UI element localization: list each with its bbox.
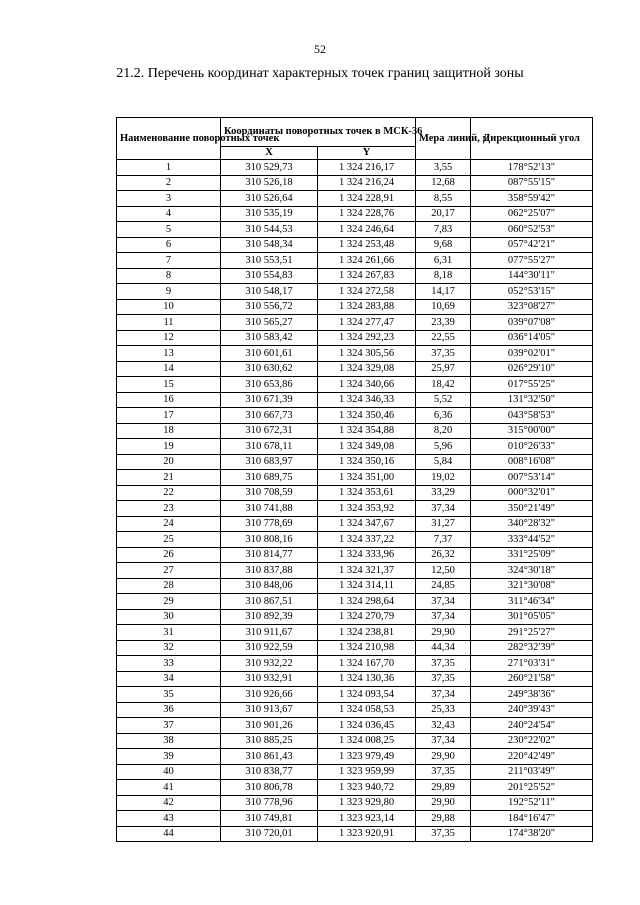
table-row: [117, 547, 593, 563]
cell-point: 12: [117, 330, 221, 346]
table-row: [117, 594, 593, 610]
cell-point: 5: [117, 222, 221, 238]
cell-x: 310 526,18: [221, 175, 318, 191]
cell-y: 1 323 959,99: [318, 764, 416, 780]
cell-angle: 291°25'27": [471, 625, 593, 641]
cell-length: 26,32: [416, 547, 471, 563]
cell-y: 1 324 270,79: [318, 609, 416, 625]
cell-x: 310 808,16: [221, 532, 318, 548]
cell-x: 310 583,42: [221, 330, 318, 346]
cell-point: 33: [117, 656, 221, 672]
cell-angle: 311°46'34": [471, 594, 593, 610]
cell-x: 310 554,83: [221, 268, 318, 284]
cell-length: 37,35: [416, 826, 471, 842]
cell-y: 1 324 216,17: [318, 160, 416, 176]
header-point-name: Наименование поворотных точек: [117, 118, 221, 160]
cell-angle: 039°02'01": [471, 346, 593, 362]
cell-y: 1 323 940,72: [318, 780, 416, 796]
table-row: [117, 764, 593, 780]
cell-angle: 350°21'49": [471, 501, 593, 517]
cell-x: 310 672,31: [221, 423, 318, 439]
cell-x: 310 861,43: [221, 749, 318, 765]
document-title: 21.2. Перечень координат характерных точек границ защитной зоны: [116, 66, 524, 81]
cell-x: 310 922,59: [221, 640, 318, 656]
cell-angle: 077°55'27": [471, 253, 593, 269]
cell-point: 22: [117, 485, 221, 501]
table-row: [117, 423, 593, 439]
cell-y: 1 324 210,98: [318, 640, 416, 656]
cell-y: 1 323 929,80: [318, 795, 416, 811]
table-row: [117, 578, 593, 594]
cell-angle: 036°14'05": [471, 330, 593, 346]
table-row: [117, 222, 593, 238]
cell-length: 37,34: [416, 687, 471, 703]
cell-angle: 008°16'08": [471, 454, 593, 470]
cell-y: 1 324 333,96: [318, 547, 416, 563]
cell-y: 1 324 261,66: [318, 253, 416, 269]
cell-y: 1 324 246,64: [318, 222, 416, 238]
cell-x: 310 535,19: [221, 206, 318, 222]
cell-y: 1 324 347,67: [318, 516, 416, 532]
cell-x: 310 601,61: [221, 346, 318, 362]
cell-x: 310 630,62: [221, 361, 318, 377]
cell-y: 1 324 337,22: [318, 532, 416, 548]
cell-point: 20: [117, 454, 221, 470]
cell-y: 1 323 923,14: [318, 811, 416, 827]
cell-length: 44,34: [416, 640, 471, 656]
cell-y: 1 324 329,08: [318, 361, 416, 377]
cell-angle: 039°07'08": [471, 315, 593, 331]
cell-point: 35: [117, 687, 221, 703]
cell-x: 310 901,26: [221, 718, 318, 734]
cell-point: 36: [117, 702, 221, 718]
cell-length: 8,55: [416, 191, 471, 207]
table-row: [117, 253, 593, 269]
cell-x: 310 913,67: [221, 702, 318, 718]
cell-y: 1 323 920,91: [318, 826, 416, 842]
cell-point: 14: [117, 361, 221, 377]
cell-point: 19: [117, 439, 221, 455]
cell-point: 39: [117, 749, 221, 765]
cell-angle: 174°38'20": [471, 826, 593, 842]
cell-x: 310 556,72: [221, 299, 318, 315]
header-y: Y: [318, 147, 416, 160]
cell-angle: 333°44'52": [471, 532, 593, 548]
cell-angle: 192°52'11": [471, 795, 593, 811]
cell-x: 310 653,86: [221, 377, 318, 393]
table-row: [117, 470, 593, 486]
cell-angle: 026°29'10": [471, 361, 593, 377]
cell-angle: 220°42'49": [471, 749, 593, 765]
cell-length: 31,27: [416, 516, 471, 532]
cell-x: 310 708,59: [221, 485, 318, 501]
cell-x: 310 838,77: [221, 764, 318, 780]
cell-length: 37,35: [416, 656, 471, 672]
cell-length: 5,96: [416, 439, 471, 455]
cell-length: 14,17: [416, 284, 471, 300]
cell-angle: 211°03'49": [471, 764, 593, 780]
cell-length: 23,39: [416, 315, 471, 331]
table-row: [117, 656, 593, 672]
cell-y: 1 323 979,49: [318, 749, 416, 765]
cell-x: 310 806,78: [221, 780, 318, 796]
cell-y: 1 324 349,08: [318, 439, 416, 455]
cell-point: 40: [117, 764, 221, 780]
cell-angle: 000°32'01": [471, 485, 593, 501]
cell-angle: 323°08'27": [471, 299, 593, 315]
cell-length: 5,52: [416, 392, 471, 408]
cell-x: 310 749,81: [221, 811, 318, 827]
cell-y: 1 324 321,37: [318, 563, 416, 579]
cell-y: 1 324 216,24: [318, 175, 416, 191]
cell-length: 29,90: [416, 795, 471, 811]
cell-length: 12,68: [416, 175, 471, 191]
cell-y: 1 324 238,81: [318, 625, 416, 641]
cell-angle: 007°53'14": [471, 470, 593, 486]
cell-point: 42: [117, 795, 221, 811]
cell-y: 1 324 167,70: [318, 656, 416, 672]
cell-x: 310 526,64: [221, 191, 318, 207]
cell-point: 4: [117, 206, 221, 222]
cell-length: 37,35: [416, 346, 471, 362]
cell-length: 37,34: [416, 501, 471, 517]
cell-point: 21: [117, 470, 221, 486]
cell-x: 310 720,01: [221, 826, 318, 842]
cell-length: 37,35: [416, 671, 471, 687]
cell-point: 31: [117, 625, 221, 641]
cell-angle: 010°26'33": [471, 439, 593, 455]
cell-point: 18: [117, 423, 221, 439]
cell-angle: 321°30'08": [471, 578, 593, 594]
table-row: [117, 532, 593, 548]
table-row: [117, 733, 593, 749]
cell-x: 310 885,25: [221, 733, 318, 749]
cell-length: 7,83: [416, 222, 471, 238]
table-row: [117, 191, 593, 207]
cell-y: 1 324 008,25: [318, 733, 416, 749]
table-row: [117, 671, 593, 687]
cell-length: 25,33: [416, 702, 471, 718]
cell-point: 38: [117, 733, 221, 749]
cell-length: 5,84: [416, 454, 471, 470]
table-row: [117, 377, 593, 393]
cell-y: 1 324 350,46: [318, 408, 416, 424]
cell-y: 1 324 228,91: [318, 191, 416, 207]
table-row: [117, 315, 593, 331]
header-line-length: Мера линий, м: [416, 118, 471, 160]
cell-angle: 043°58'53": [471, 408, 593, 424]
table-row: [117, 284, 593, 300]
table-row: [117, 392, 593, 408]
cell-x: 310 565,27: [221, 315, 318, 331]
cell-point: 15: [117, 377, 221, 393]
table-body: [117, 160, 593, 842]
cell-length: 22,55: [416, 330, 471, 346]
cell-x: 310 926,66: [221, 687, 318, 703]
cell-point: 24: [117, 516, 221, 532]
cell-y: 1 324 298,64: [318, 594, 416, 610]
cell-x: 310 892,39: [221, 609, 318, 625]
cell-length: 37,34: [416, 733, 471, 749]
table-row: [117, 175, 593, 191]
cell-y: 1 324 340,66: [318, 377, 416, 393]
cell-angle: 271°03'31": [471, 656, 593, 672]
cell-y: 1 324 346,33: [318, 392, 416, 408]
cell-length: 33,29: [416, 485, 471, 501]
cell-point: 2: [117, 175, 221, 191]
cell-y: 1 324 353,61: [318, 485, 416, 501]
cell-y: 1 324 350,16: [318, 454, 416, 470]
table-row: [117, 206, 593, 222]
cell-y: 1 324 353,92: [318, 501, 416, 517]
coordinates-table: [116, 117, 593, 842]
table-row: [117, 485, 593, 501]
cell-y: 1 324 351,00: [318, 470, 416, 486]
cell-length: 6,31: [416, 253, 471, 269]
cell-x: 310 778,96: [221, 795, 318, 811]
table-row: [117, 160, 593, 176]
cell-length: 32,43: [416, 718, 471, 734]
cell-x: 310 778,69: [221, 516, 318, 532]
cell-angle: 060°52'53": [471, 222, 593, 238]
cell-point: 37: [117, 718, 221, 734]
cell-length: 19,02: [416, 470, 471, 486]
cell-angle: 324°30'18": [471, 563, 593, 579]
table-row: [117, 346, 593, 362]
table-row: [117, 826, 593, 842]
cell-point: 8: [117, 268, 221, 284]
cell-point: 34: [117, 671, 221, 687]
cell-length: 18,42: [416, 377, 471, 393]
cell-y: 1 324 228,76: [318, 206, 416, 222]
cell-length: 7,37: [416, 532, 471, 548]
cell-y: 1 324 314,11: [318, 578, 416, 594]
cell-length: 12,50: [416, 563, 471, 579]
table-row: [117, 563, 593, 579]
cell-length: 8,18: [416, 268, 471, 284]
cell-x: 310 544,53: [221, 222, 318, 238]
table-row: [117, 439, 593, 455]
cell-x: 310 667,73: [221, 408, 318, 424]
table-row: [117, 268, 593, 284]
cell-angle: 201°25'52": [471, 780, 593, 796]
cell-point: 11: [117, 315, 221, 331]
cell-x: 310 553,51: [221, 253, 318, 269]
cell-x: 310 671,39: [221, 392, 318, 408]
table-row: [117, 811, 593, 827]
cell-y: 1 324 283,88: [318, 299, 416, 315]
cell-point: 9: [117, 284, 221, 300]
cell-y: 1 324 305,56: [318, 346, 416, 362]
cell-y: 1 324 267,83: [318, 268, 416, 284]
cell-angle: 301°05'05": [471, 609, 593, 625]
cell-length: 37,34: [416, 594, 471, 610]
cell-y: 1 324 036,45: [318, 718, 416, 734]
cell-x: 310 848,06: [221, 578, 318, 594]
cell-angle: 331°25'09": [471, 547, 593, 563]
cell-length: 10,69: [416, 299, 471, 315]
cell-x: 310 911,67: [221, 625, 318, 641]
table-row: [117, 780, 593, 796]
cell-angle: 087°55'15": [471, 175, 593, 191]
cell-angle: 062°25'07": [471, 206, 593, 222]
table-row: [117, 749, 593, 765]
header-coords-group: Координаты поворотных точек в МСК-36: [221, 118, 416, 147]
cell-y: 1 324 292,23: [318, 330, 416, 346]
cell-point: 32: [117, 640, 221, 656]
cell-x: 310 689,75: [221, 470, 318, 486]
cell-length: 20,17: [416, 206, 471, 222]
cell-point: 23: [117, 501, 221, 517]
table-row: [117, 501, 593, 517]
cell-x: 310 814,77: [221, 547, 318, 563]
cell-point: 3: [117, 191, 221, 207]
cell-angle: 240°24'54": [471, 718, 593, 734]
cell-angle: 240°39'43": [471, 702, 593, 718]
table-row: [117, 408, 593, 424]
page-number: 52: [314, 42, 326, 56]
cell-point: 30: [117, 609, 221, 625]
table-row: [117, 609, 593, 625]
cell-point: 13: [117, 346, 221, 362]
cell-point: 16: [117, 392, 221, 408]
cell-length: 37,35: [416, 764, 471, 780]
cell-angle: 178°52'13": [471, 160, 593, 176]
cell-x: 310 529,73: [221, 160, 318, 176]
cell-point: 41: [117, 780, 221, 796]
cell-length: 29,89: [416, 780, 471, 796]
cell-angle: 230°22'02": [471, 733, 593, 749]
cell-angle: 282°32'39": [471, 640, 593, 656]
cell-point: 7: [117, 253, 221, 269]
cell-y: 1 324 354,88: [318, 423, 416, 439]
cell-angle: 315°00'00": [471, 423, 593, 439]
cell-x: 310 867,51: [221, 594, 318, 610]
cell-x: 310 548,17: [221, 284, 318, 300]
cell-angle: 184°16'47": [471, 811, 593, 827]
cell-length: 6,36: [416, 408, 471, 424]
cell-point: 27: [117, 563, 221, 579]
cell-y: 1 324 253,48: [318, 237, 416, 253]
cell-point: 29: [117, 594, 221, 610]
table-row: [117, 640, 593, 656]
cell-point: 43: [117, 811, 221, 827]
cell-length: 9,68: [416, 237, 471, 253]
cell-x: 310 741,88: [221, 501, 318, 517]
cell-point: 44: [117, 826, 221, 842]
cell-x: 310 678,11: [221, 439, 318, 455]
table-header: [117, 118, 593, 160]
table-row: [117, 330, 593, 346]
cell-point: 1: [117, 160, 221, 176]
cell-angle: 131°32'50": [471, 392, 593, 408]
cell-x: 310 932,91: [221, 671, 318, 687]
cell-angle: 017°55'25": [471, 377, 593, 393]
cell-x: 310 548,34: [221, 237, 318, 253]
table-row: [117, 795, 593, 811]
cell-point: 6: [117, 237, 221, 253]
table-row: [117, 625, 593, 641]
cell-angle: 057°42'21": [471, 237, 593, 253]
cell-length: 25,97: [416, 361, 471, 377]
table-row: [117, 454, 593, 470]
cell-y: 1 324 272,58: [318, 284, 416, 300]
cell-y: 1 324 277,47: [318, 315, 416, 331]
table-row: [117, 687, 593, 703]
cell-length: 37,34: [416, 609, 471, 625]
cell-angle: 052°53'15": [471, 284, 593, 300]
cell-length: 3,55: [416, 160, 471, 176]
cell-point: 10: [117, 299, 221, 315]
cell-y: 1 324 130,36: [318, 671, 416, 687]
table-row: [117, 361, 593, 377]
cell-point: 26: [117, 547, 221, 563]
cell-point: 17: [117, 408, 221, 424]
table-row: [117, 516, 593, 532]
cell-angle: 249°38'36": [471, 687, 593, 703]
cell-angle: 144°30'11": [471, 268, 593, 284]
table-row: [117, 237, 593, 253]
cell-length: 8,20: [416, 423, 471, 439]
cell-length: 29,90: [416, 749, 471, 765]
header-direction-angle: Дирекционный угол: [471, 118, 593, 160]
cell-length: 29,90: [416, 625, 471, 641]
cell-x: 310 932,22: [221, 656, 318, 672]
cell-point: 25: [117, 532, 221, 548]
cell-x: 310 683,97: [221, 454, 318, 470]
cell-angle: 260°21'58": [471, 671, 593, 687]
cell-angle: 340°28'32": [471, 516, 593, 532]
cell-length: 24,85: [416, 578, 471, 594]
table-row: [117, 718, 593, 734]
cell-y: 1 324 058,53: [318, 702, 416, 718]
cell-angle: 358°59'42": [471, 191, 593, 207]
table-row: [117, 299, 593, 315]
header-x: X: [221, 147, 318, 160]
cell-point: 28: [117, 578, 221, 594]
cell-y: 1 324 093,54: [318, 687, 416, 703]
table-row: [117, 702, 593, 718]
cell-length: 29,88: [416, 811, 471, 827]
cell-x: 310 837,88: [221, 563, 318, 579]
